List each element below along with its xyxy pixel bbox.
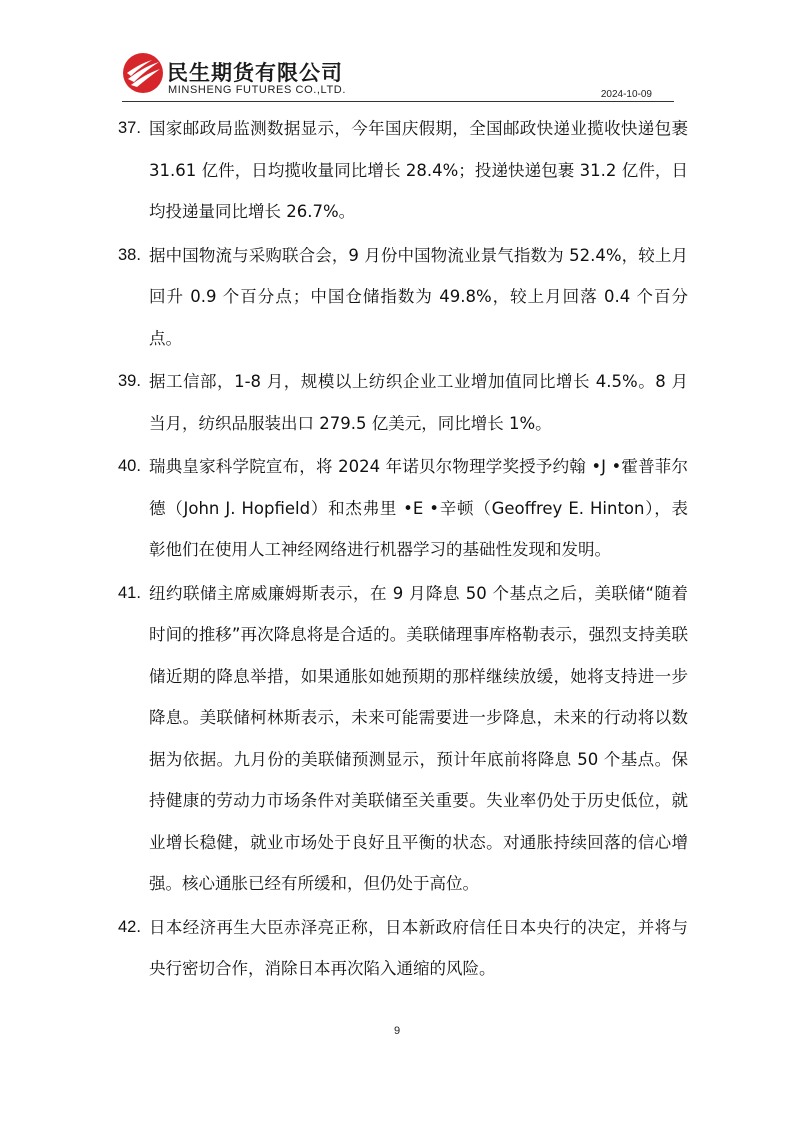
item-text: 日本经济再生大臣赤泽亮正称，日本新政府信任日本央行的决定，并将与央行密切合作，消除日本再次陷入通缩的风险。: [149, 917, 688, 978]
item-text: 据工信部，1-8 月，规模以上纺织企业工业增加值同比增长 4.5%。8 月当月，纺织品服装出口 279.5 亿美元，同比增长 1%。: [149, 372, 688, 433]
item-text: 国家邮政局监测数据显示，今年国庆假期，全国邮政快递业揽收快递包裹 31.61 亿件，日均揽收量同比增长 28.4%；投递快递包裹 31.2 亿件，日均投递量同比增长 26.7%。: [149, 119, 688, 221]
item-number: 39.: [118, 372, 141, 390]
news-item-37: [118, 108, 688, 233]
item-number: 40.: [118, 457, 141, 475]
minsheng-logo-icon: [122, 52, 164, 94]
page-number: 9: [393, 1025, 401, 1037]
news-item-42: [118, 907, 688, 990]
item-number: 37.: [118, 119, 141, 137]
news-item-39: [118, 361, 688, 444]
page-header: [122, 52, 674, 102]
item-number: 38.: [118, 245, 141, 264]
news-item-38: [118, 235, 688, 360]
news-list: [118, 108, 688, 992]
company-name-cn: 民生期货有限公司: [167, 61, 343, 85]
item-text: 纽约联储主席威廉姆斯表示，在 9 月降息 50 个基点之后，美联储“随着时间的推移”再次降息将是合适的。美联储理事库格勒表示，强烈支持美联储近期的降息举措，如果通胀如她预期的那样继续放缓，她将支持进一步降息。美联储柯林斯表示，未来可能需要进一步降息，未来的行动将以数据为依据。九月份的美联储预测显示，预计年底前将降息 50 个基点。保持健康的劳动力市场条件对美联储至关重要。失业率仍处于历史低位，就业增长稳健，就业市场处于良好且平衡的状态。对通胀持续回落的信心增强。核心通胀已经有所缓和，但仍处于高位。: [149, 583, 688, 893]
report-date: 2024-10-09: [600, 89, 652, 100]
header-divider: [122, 101, 674, 102]
item-number: 41.: [118, 583, 141, 602]
item-text: 瑞典皇家科学院宣布，将 2024 年诺贝尔物理学奖授予约翰 •J •霍普菲尔德（John J. Hopfield）和杰弗里 •E •辛顿（Geoffrey E. Hinton），表彰他们在使用人工神经网络进行机器学习的基础性发现和发明。: [149, 457, 688, 559]
news-item-41: [118, 573, 688, 905]
item-text: 据中国物流与采购联合会，9 月份中国物流业景气指数为 52.4%，较上月回升 0.9 个百分点；中国仓储指数为 49.8%，较上月回落 0.4 个百分点。: [149, 245, 688, 348]
news-item-40: [118, 446, 688, 571]
company-name-en: MINSHENG FUTURES CO.,LTD.: [168, 84, 346, 96]
item-number: 42.: [118, 917, 141, 936]
